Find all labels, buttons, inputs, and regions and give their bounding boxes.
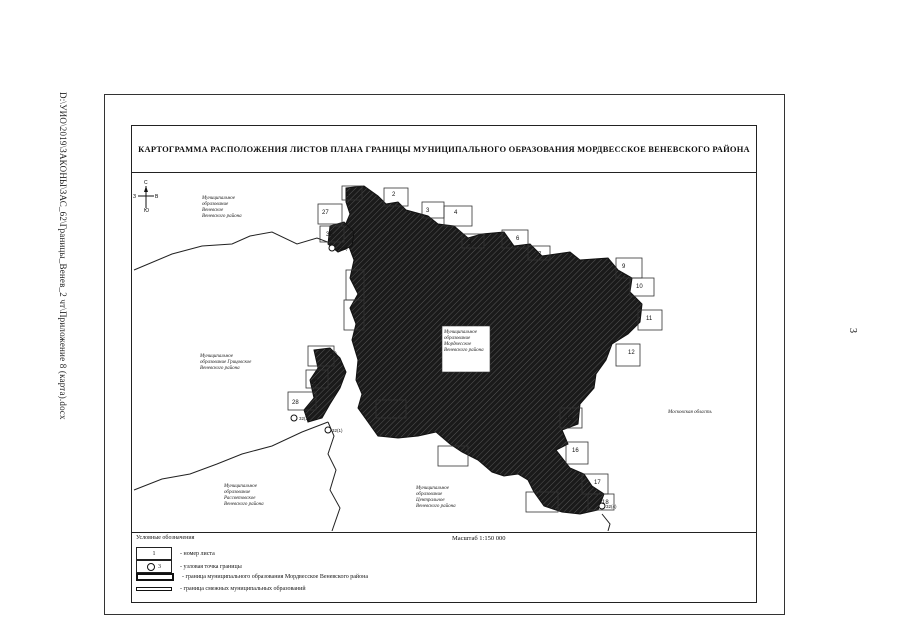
compass-icon xyxy=(138,186,154,208)
nodal-point-icon xyxy=(147,563,155,571)
neighbour-boundary-south xyxy=(134,422,328,490)
nodal-point-label: 32(4) xyxy=(606,504,617,509)
sheet-number: 12 xyxy=(628,350,635,356)
compass-west: З xyxy=(133,194,137,200)
nodal-point-icon xyxy=(329,245,335,251)
sheet-number: 10 xyxy=(636,284,643,290)
neighbour-boundary-north xyxy=(134,232,348,270)
sheet-number: 1 xyxy=(346,192,350,198)
legend-swatch-boundary xyxy=(136,573,174,581)
sheet-number: 15 xyxy=(566,416,573,422)
sheet-number: 16 xyxy=(572,448,579,454)
neighbour-boundary-east xyxy=(602,514,610,531)
region-label-north-west: Муниципальное образование Веневское Веневского района xyxy=(202,196,242,219)
legend-swatch-point xyxy=(136,560,172,573)
map-canvas xyxy=(132,174,756,531)
legend-title: Условные обозначения xyxy=(136,535,195,541)
file-path-text: D:\УИО\2019\ЗАКОНЫ\ЗАС_62\Границы_Венев_2 чт\Приложение 8 (карта).docx xyxy=(58,92,68,420)
map-title: КАРТОГРАММА РАСПОЛОЖЕНИЯ ЛИСТОВ ПЛАНА ГРАНИЦЫ МУНИЦИПАЛЬНОГО ОБРАЗОВАНИЯ МОРДВЕССКОЕ ВЕНЕВСКОГО РАЙОНА xyxy=(131,125,757,173)
nodal-point-label: 32(1) xyxy=(332,428,343,433)
compass-east: В xyxy=(155,194,159,200)
sheet-number: 7 xyxy=(538,252,542,258)
sheet-number: 27 xyxy=(322,210,329,216)
region-label-south-west: Муниципальное образование Рассветовское Веневского района xyxy=(224,484,264,507)
legend-item xyxy=(136,547,215,560)
sheet-number: 30 xyxy=(330,352,337,358)
region-label-center: Муниципальное образование Мордвесское Веневского района xyxy=(444,330,484,353)
page-number: 3 xyxy=(847,328,858,333)
sheet-number: 29 xyxy=(312,380,319,386)
compass-north: С xyxy=(144,180,148,186)
sheet-number: 17 xyxy=(594,480,601,486)
legend-item xyxy=(136,586,306,592)
region-label-south: Муниципальное образование Центральное Веневского района xyxy=(416,486,456,509)
map-scale: Масштаб 1:150 000 xyxy=(452,535,506,542)
region-label-east: Московская область xyxy=(668,410,712,415)
sheet-number: 36 xyxy=(326,232,333,238)
nodal-point-label: 30(2) xyxy=(337,246,348,251)
sheet-number: 18 xyxy=(602,500,609,506)
legend-item xyxy=(136,560,242,573)
sheet-number: 2 xyxy=(392,192,396,198)
west-lobe-2 xyxy=(304,348,346,422)
compass-south: Ю xyxy=(144,208,150,214)
nodal-point-label: 32(3) xyxy=(299,416,310,421)
legend-swatch-sheet: 1 xyxy=(136,547,172,560)
legend-label: - номер листа xyxy=(180,550,215,557)
legend-swatch-label: 3 xyxy=(158,563,161,570)
municipality-area xyxy=(344,186,642,514)
sheet-number: 6 xyxy=(516,236,520,242)
sheet-number: 4 xyxy=(454,210,458,216)
neighbour-boundary-middle xyxy=(328,422,340,531)
legend-label: - граница смежных муниципальных образований xyxy=(180,586,306,592)
nodal-point-icon xyxy=(291,415,297,421)
nodal-point-icon xyxy=(325,427,331,433)
legend-item xyxy=(136,573,368,581)
region-label-west: Муниципальное образование Грицовское Веневского района xyxy=(200,354,252,371)
sheet-number: 9 xyxy=(622,264,626,270)
sheet-number: 28 xyxy=(292,400,299,406)
legend-label: - граница муниципального образования Мордвесское Веневского района xyxy=(182,574,368,580)
sheet-number: 3 xyxy=(426,208,430,214)
legend-label: - узловая точка границы xyxy=(180,563,242,570)
legend-swatch-neighbour xyxy=(136,587,172,591)
sheet-number: 11 xyxy=(646,316,653,322)
sheet-number: 5 xyxy=(468,240,472,246)
